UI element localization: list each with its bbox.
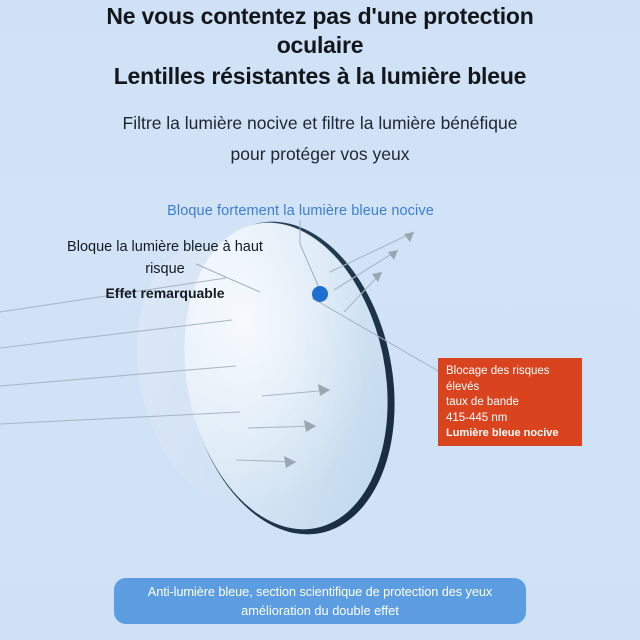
subtitle-line-1: Filtre la lumière nocive et filtre la lumière bénéfique: [122, 113, 518, 133]
subtitle: [0, 108, 640, 170]
callout-high-risk-line-1: Bloque la lumière bleue à: [67, 239, 231, 255]
spec-line-5: Lumière bleue nocive: [446, 427, 559, 439]
page-title: [0, 2, 640, 91]
focus-dot: [312, 286, 328, 302]
callout-high-risk: [52, 236, 278, 304]
subtitle-line-2: pour protéger vos yeux: [230, 144, 410, 164]
headline-line-3: Lentilles résistantes à la lumière bleue: [113, 63, 527, 89]
bottom-banner-line-1: Anti-lumière bleue, section scientifique de protection des yeux: [147, 584, 493, 599]
outgoing-arrowheads: [372, 232, 414, 282]
callout-remarkable-effect: Effet remarquable: [105, 285, 225, 301]
callout-strong-block: Bloque fortement la lumière bleue nocive: [167, 203, 434, 219]
spec-box: [438, 358, 582, 446]
spec-line-2: élevés: [446, 380, 480, 393]
spec-line-1: Blocage des risques: [446, 365, 550, 377]
spec-line-3: taux de bande: [446, 396, 519, 408]
callout-high-risk-line-2: haut risque: [145, 239, 263, 277]
bottom-banner-line-2: amélioration du double effet: [241, 603, 399, 618]
headline-line-1: Ne vous contentez pas d'une protection: [106, 3, 534, 29]
bottom-banner: [114, 578, 526, 624]
spec-line-4: 415-445 nm: [446, 411, 508, 424]
headline-line-2: oculaire: [276, 32, 364, 58]
